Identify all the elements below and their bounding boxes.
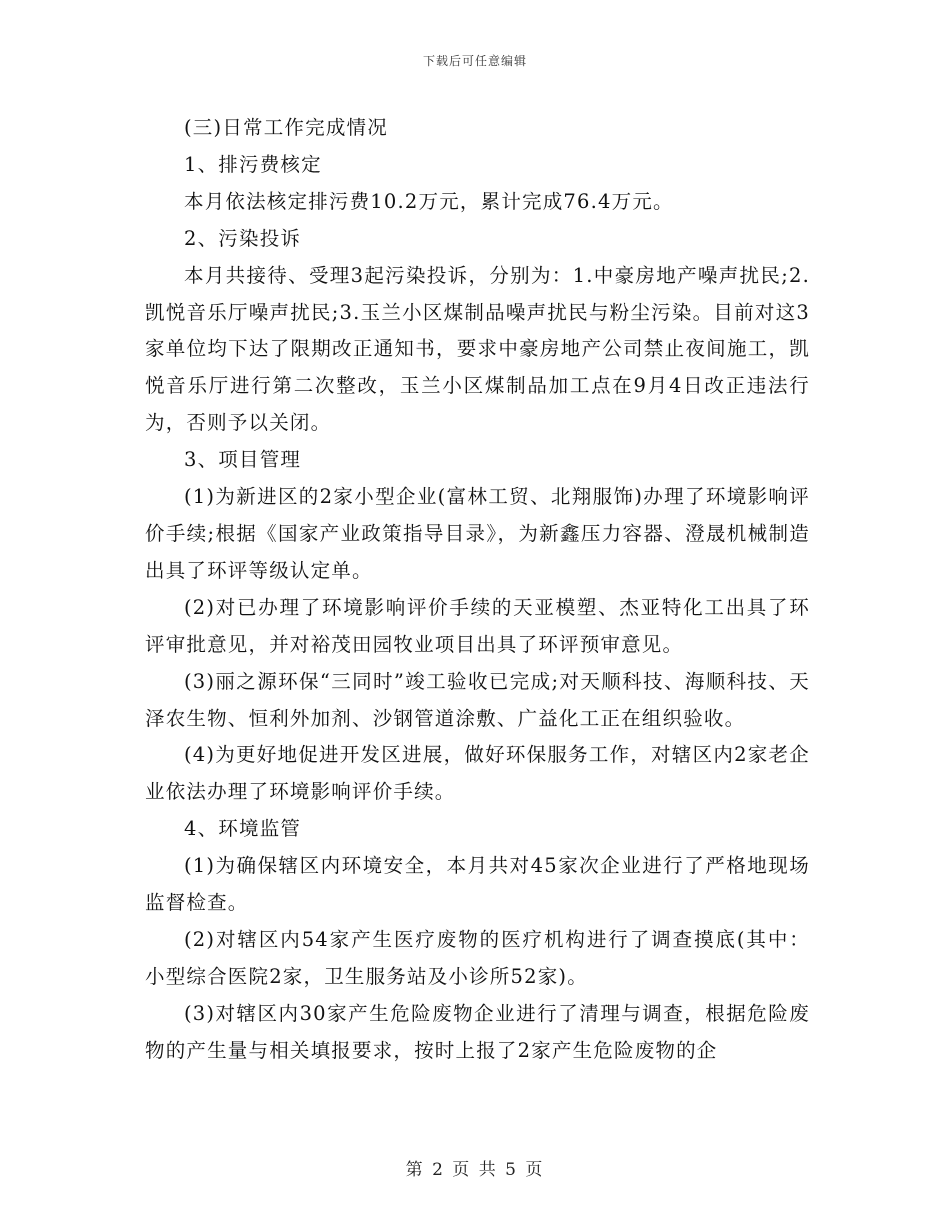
paragraph: 本月共接待、受理3起污染投诉，分别为：1.中豪房地产噪声扰民;2.凯悦音乐厅噪声扰民;3.玉兰小区煤制品噪声扰民与粉尘污染。目前对这3家单位均下达了限期改正通知书，要求中豪房地产公司禁止夜间施工，凯悦音乐厅进行第二次整改，玉兰小区煤制品加工点在9月4日改正违法行为，否则予以关闭。 [145,263,810,435]
paragraph: 本月依法核定排污费10.2万元，累计完成76.4万元。 [184,189,674,213]
paragraph: (3)丽之源环保“三同时”竣工验收已完成;对天顺科技、海顺科技、天泽农生物、恒利外加剂、沙钢管道涂敷、广益化工正在组织验收。 [145,669,810,730]
subsection-heading: 1、排污费核定 [184,152,322,176]
paragraph: (4)为更好地促进开发区进展，做好环保服务工作，对辖区内2家老企业依法办理了环境影响评价手续。 [145,743,810,804]
document-body [145,110,810,1070]
header-note: 下载后可任意编辑 [422,54,527,68]
paragraph: (3)对辖区内30家产生危险废物企业进行了清理与调查，根据危险废物的产生量与相关填报要求，按时上报了2家产生危险废物的企 [145,1001,810,1062]
page-number: 第 2 页 共 5 页 [405,1160,545,1180]
subsection-heading: 4、环境监管 [184,817,302,841]
subsection-heading: 3、项目管理 [184,448,302,472]
paragraph: (1)为新进区的2家小型企业(富林工贸、北翔服饰)办理了环境影响评价手续;根据《国家产业政策指导目录》，为新鑫压力容器、澄晟机械制造出具了环评等级认定单。 [145,485,810,582]
section-heading: (三)日常工作完成情况 [184,116,388,139]
paragraph: (2)对辖区内54家产生医疗废物的医疗机构进行了调查摸底(其中：小型综合医院2家，卫生服务站及小诊所52家)。 [145,927,810,988]
paragraph: (1)为确保辖区内环境安全，本月共对45家次企业进行了严格地现场监督检查。 [145,854,810,915]
subsection-heading: 2、污染投诉 [184,226,302,250]
paragraph: (2)对已办理了环境影响评价手续的天亚模塑、杰亚特化工出具了环评审批意见，并对裕茂田园牧业项目出具了环评预审意见。 [145,595,810,656]
